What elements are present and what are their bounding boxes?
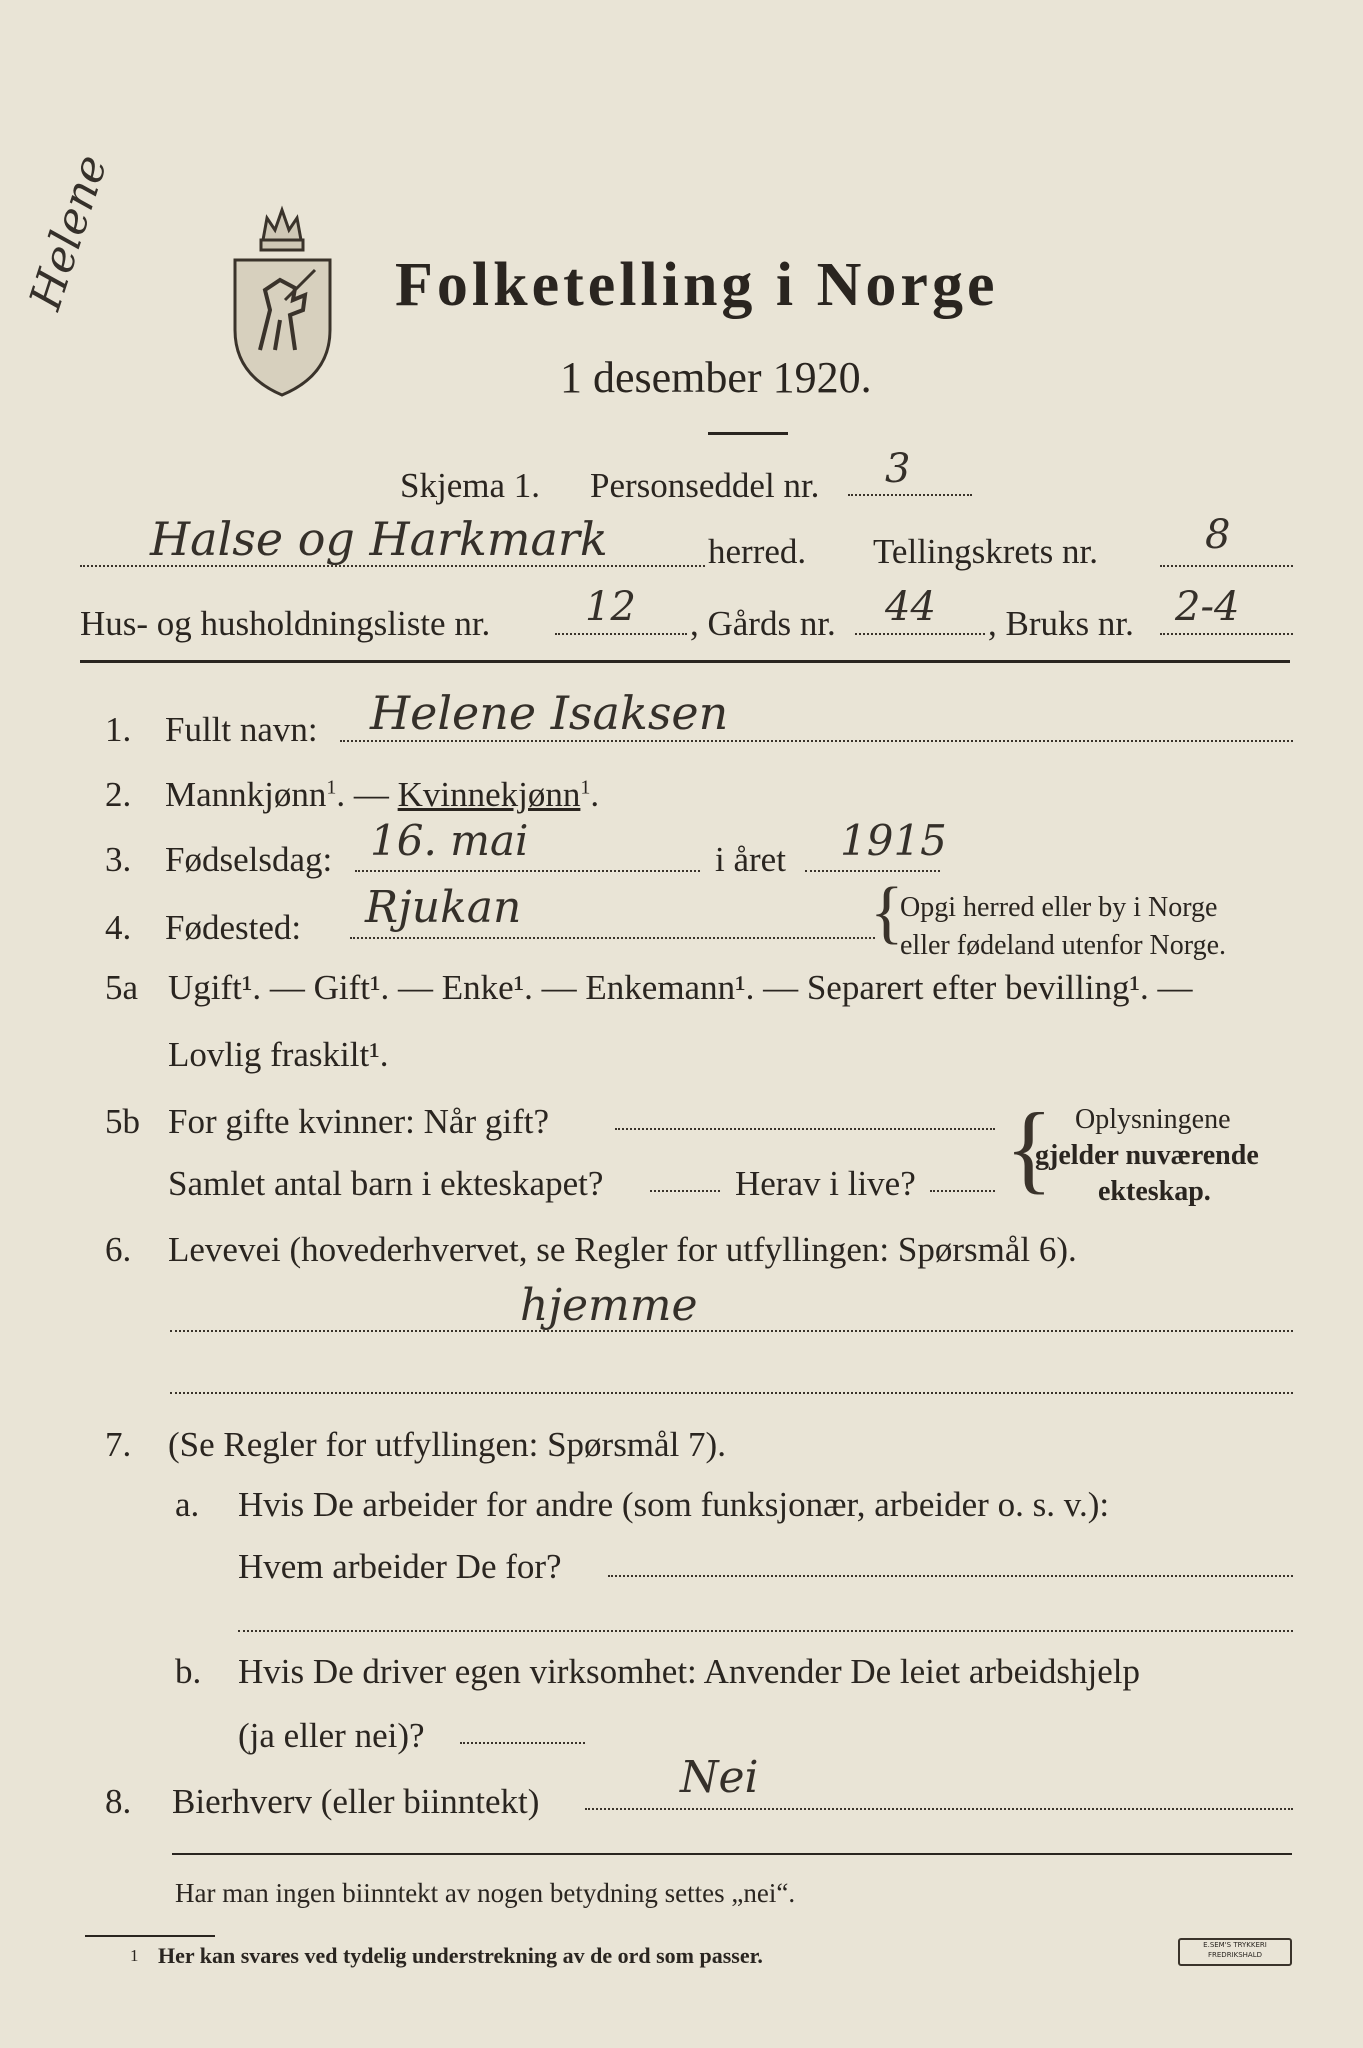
schema-label: Skjema 1. xyxy=(400,466,540,505)
q8-number: 8. xyxy=(105,1782,132,1821)
q5b-line2: Samlet antal barn i ekteskapet? xyxy=(168,1164,604,1203)
q7b-line2: (ja eller nei)? xyxy=(238,1716,425,1755)
form-title: Folketelling i Norge xyxy=(395,251,999,319)
q4-number: 4. xyxy=(105,908,132,947)
q5b-note-brace: { xyxy=(1005,1092,1053,1203)
hus-value: 12 xyxy=(585,584,636,630)
hus-label: Hus- og husholdningsliste nr. xyxy=(80,604,491,643)
personseddel-line xyxy=(848,494,972,496)
q5b-line1: For gifte kvinner: Når gift? xyxy=(168,1102,550,1141)
q6-number: 6. xyxy=(105,1230,132,1269)
title-divider xyxy=(708,432,788,435)
q5a-number: 5a xyxy=(105,968,139,1007)
herred-label: herred. xyxy=(708,532,807,571)
gards-value: 44 xyxy=(885,584,936,630)
q6-line2 xyxy=(170,1392,1293,1394)
q5b-note-line2: gjelder nuværende xyxy=(1035,1140,1259,1171)
personseddel-value: 3 xyxy=(885,446,911,492)
herred-value: Halse og Harkmark xyxy=(150,512,608,566)
hus-line xyxy=(555,633,687,635)
tellingskrets-line xyxy=(1160,565,1293,567)
q5a-line1: Ugift¹. — Gift¹. — Enke¹. — Enkemann¹. — Separert efter bevilling¹. — xyxy=(168,968,1193,1007)
bruks-value: 2-4 xyxy=(1175,584,1240,630)
bruks-label: , Bruks nr. xyxy=(988,604,1134,643)
printer-stamp xyxy=(1178,1938,1292,1966)
q4-line xyxy=(350,937,875,939)
q8-line xyxy=(585,1808,1293,1810)
q8-label: Bierhverv (eller biinntekt) xyxy=(172,1782,540,1821)
q7a-line2-dots xyxy=(608,1575,1293,1577)
q1-line xyxy=(340,740,1293,742)
q5b-number: 5b xyxy=(105,1102,140,1141)
tellingskrets-value: 8 xyxy=(1205,512,1231,558)
q7a-extra-line xyxy=(238,1630,1293,1632)
q3-year-line xyxy=(805,870,940,872)
gards-label: , Gårds nr. xyxy=(690,604,836,643)
coat-of-arms-icon xyxy=(225,200,340,400)
q2-sep: . — xyxy=(336,775,398,814)
q2-male: Mannkjønn xyxy=(165,775,327,814)
q5b-line2b-dots xyxy=(930,1190,995,1192)
biinntekt-note: Har man ingen biinntekt av nogen betydning settes „nei“. xyxy=(175,1878,796,1908)
q6-value: hjemme xyxy=(520,1280,698,1331)
q5b-line1-dots xyxy=(615,1128,995,1130)
printer-stamp-text: E.SEM'S TRYKKERI FREDRIKSHALD xyxy=(1203,1941,1267,1959)
gards-line xyxy=(855,633,985,635)
q7b-line2-dots xyxy=(460,1742,585,1744)
q8-value: Nei xyxy=(680,1752,759,1803)
q6-line1 xyxy=(170,1330,1293,1332)
q7b-line1: Hvis De driver egen virksomhet: Anvender De leiet arbeidshjelp xyxy=(238,1652,1140,1691)
q4-value: Rjukan xyxy=(365,882,522,933)
q5b-note-line3: ekteskap. xyxy=(1098,1176,1211,1207)
q6-label: Levevei (hovederhvervet, se Regler for utfyllingen: Spørsmål 6). xyxy=(168,1230,1077,1269)
tellingskrets-label: Tellingskrets nr. xyxy=(873,532,1099,571)
q2-text: Mannkjønn$^1$. — Kvinnekjønn$^1$. xyxy=(165,775,600,814)
q1-value: Helene Isaksen xyxy=(370,686,729,740)
q2-end: . xyxy=(590,775,600,814)
q1-number: 1. xyxy=(105,710,132,749)
footnote-rule xyxy=(85,1935,215,1937)
q1-label: Fullt navn: xyxy=(165,710,318,749)
q3-year-label: i året xyxy=(715,840,786,879)
q2-female: Kvinnekjønn xyxy=(397,775,581,814)
q7a-line1: Hvis De arbeider for andre (som funksjonær, arbeider o. s. v.): xyxy=(238,1485,1110,1524)
footnote-text: Her kan svares ved tydelig understrekning av de ord som passer. xyxy=(158,1943,763,1968)
q7-label: (Se Regler for utfyllingen: Spørsmål 7). xyxy=(168,1425,726,1464)
q7a-letter: a. xyxy=(175,1485,200,1524)
q2-number: 2. xyxy=(105,775,132,814)
q4-note-line2: eller fødeland utenfor Norge. xyxy=(900,930,1227,961)
q7a-line2: Hvem arbeider De for? xyxy=(238,1547,562,1586)
q7b-letter: b. xyxy=(175,1652,202,1691)
q5b-line2b: Herav i live? xyxy=(735,1164,916,1203)
q3-day-value: 16. mai xyxy=(370,816,529,865)
bruks-line xyxy=(1160,633,1293,635)
margin-note: Helene xyxy=(20,148,118,316)
q5a-line2: Lovlig fraskilt¹. xyxy=(168,1035,389,1074)
q3-label: Fødselsdag: xyxy=(165,840,333,879)
footnote-mark: 1 xyxy=(130,1946,139,1965)
q5b-note-line1: Oplysningene xyxy=(1075,1104,1231,1135)
q4-note-line1: Opgi herred eller by i Norge xyxy=(900,892,1218,923)
q7-number: 7. xyxy=(105,1425,132,1464)
q3-year-value: 1915 xyxy=(840,816,947,865)
q3-day-line xyxy=(355,870,700,872)
section-rule xyxy=(80,660,1290,663)
personseddel-label: Personseddel nr. xyxy=(590,466,820,505)
q4-label: Fødested: xyxy=(165,908,302,947)
q4-note-brace: { xyxy=(870,874,904,951)
notes-rule xyxy=(172,1853,1292,1855)
q5b-line2-dots xyxy=(650,1190,720,1192)
form-date: 1 desember 1920. xyxy=(560,353,872,402)
q3-number: 3. xyxy=(105,840,132,879)
